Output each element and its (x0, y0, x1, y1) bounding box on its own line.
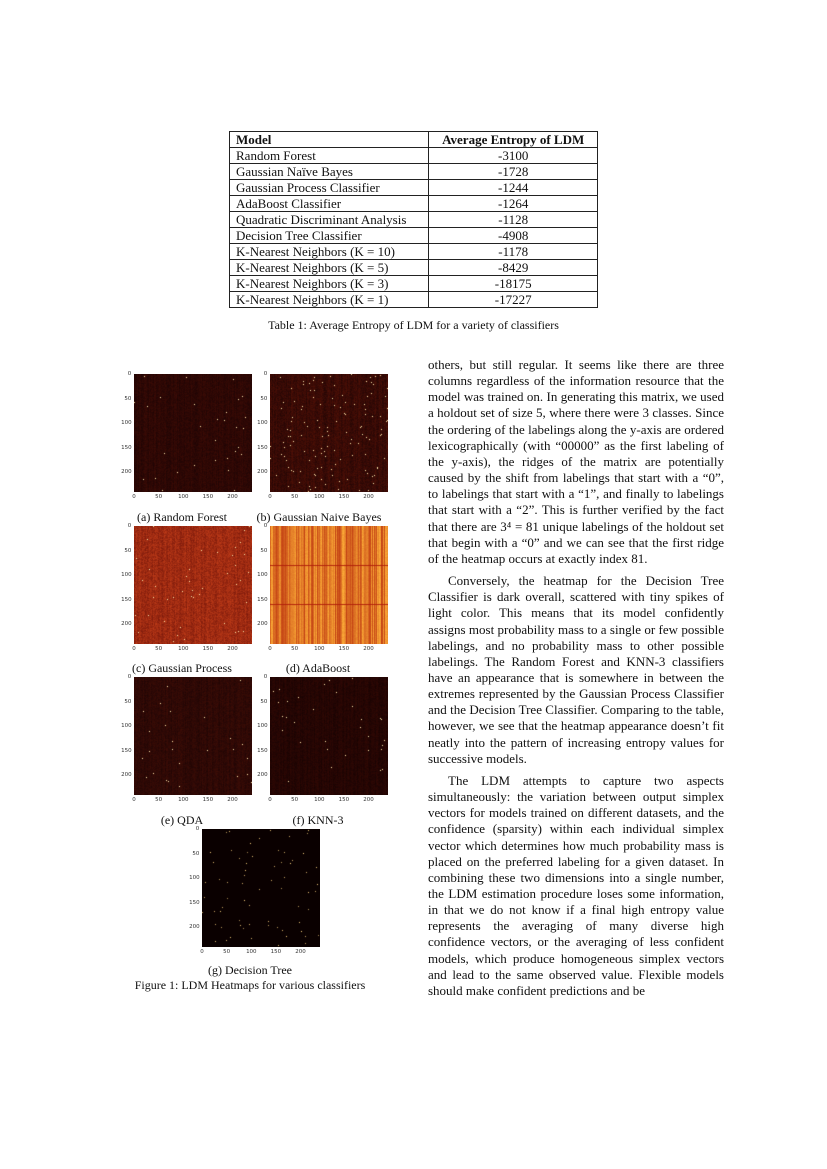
x-tick-label: 100 (314, 494, 325, 500)
paragraph-2: Conversely, the heatmap for the Decision Tree Classifier is dark overall, scattered with tiny spikes of light color. This means that its model confidently assigns most probability mass to a single or few possible labelings, and no probability mass to other possible labelings. The Random Forest and KNN-3 classifiers have an appearance that is somewhere in between the extremes represented by the Gaussian Process Classifier and the Decision Tree Classifier. Comparing to the table, however, we see that the heatmap appearance doesn’t fit neatly into the pattern of increasing entropy values for successive models. (428, 573, 724, 766)
x-tick-label: 50 (223, 949, 231, 955)
table-header-row (230, 132, 598, 148)
header-entropy: Average Entropy of LDM (429, 132, 598, 148)
table-row (230, 260, 598, 276)
cell-model: K-Nearest Neighbors (K = 1) (230, 292, 429, 308)
x-tick-label: 0 (268, 646, 272, 652)
y-tick-label: 100 (257, 723, 268, 730)
y-tick-label: 150 (189, 899, 200, 906)
x-tick-label: 100 (314, 646, 325, 652)
x-tick-label: 200 (227, 494, 238, 500)
cell-model: Quadratic Discriminant Analysis (230, 212, 429, 228)
table-caption: Table 1: Average Entropy of LDM for a variety of classifiers (268, 318, 559, 332)
x-tick-label: 200 (363, 646, 374, 652)
x-tick-label: 150 (202, 646, 214, 652)
x-tick-label: 200 (363, 494, 374, 500)
y-tick-label: 150 (257, 596, 268, 603)
cell-entropy: -8429 (429, 260, 598, 276)
x-tick-label: 0 (200, 949, 204, 955)
heatmap-image (134, 374, 252, 492)
x-tick-label: 150 (338, 646, 350, 652)
y-tick-label: 0 (195, 826, 200, 832)
y-tick-label: 0 (127, 523, 132, 529)
subcaption-adaboost: (d) AdaBoost (285, 661, 351, 675)
x-tick-label: 0 (132, 646, 136, 652)
cell-entropy: -18175 (429, 276, 598, 292)
heatmap-image (270, 677, 388, 795)
cell-entropy: -1244 (429, 180, 598, 196)
y-tick-label: 150 (257, 444, 268, 451)
x-tick-label: 200 (227, 797, 238, 803)
y-tick-label: 100 (257, 420, 268, 427)
x-tick-label: 200 (227, 646, 238, 652)
subcaption-random-forest: (a) Random Forest (137, 510, 227, 524)
x-tick-label: 0 (268, 494, 272, 500)
table-row (230, 148, 598, 164)
y-tick-label: 200 (257, 621, 268, 628)
table-row (230, 164, 598, 180)
cell-entropy: -17227 (429, 292, 598, 308)
x-tick-label: 150 (338, 494, 350, 500)
heatmap-image (270, 374, 388, 492)
y-tick-label: 100 (189, 875, 200, 882)
x-tick-label: 0 (132, 494, 136, 500)
x-tick-label: 100 (178, 646, 189, 652)
y-tick-label: 50 (124, 698, 132, 705)
y-tick-label: 50 (192, 850, 200, 857)
x-tick-label: 50 (291, 646, 299, 652)
y-tick-label: 200 (257, 772, 268, 779)
x-tick-label: 50 (155, 494, 163, 500)
y-tick-label: 0 (127, 371, 132, 377)
x-tick-label: 100 (178, 494, 189, 500)
y-tick-label: 0 (263, 674, 268, 680)
header-model: Model (230, 132, 429, 148)
y-tick-label: 50 (124, 395, 132, 402)
cell-model: Decision Tree Classifier (230, 228, 429, 244)
y-tick-label: 150 (121, 747, 132, 754)
x-tick-label: 0 (132, 797, 136, 803)
subcaption-gaussian-process: (c) Gaussian Process (132, 661, 232, 675)
heatmap-image (134, 526, 252, 644)
paragraph-1: others, but still regular. It seems like there are three columns regardless of the information resource that the model was trained on. In generating this matrix, we used a holdout set of size 5, where there were 3 classes. Since the ordering of the labelings along the y-axis are ordered lexicographically (with “00000” as the first labeling of the y-axis), the ridges of the matrix are potentially caused by the shift from labelings that start with a “0”, to labelings that start with a “1”, and finally to labelings that start with a “2”. This is further verified by the fact that there are 3⁴ = 81 unique labelings of the holdout set that begin with a “0” and we can see that the first ridge of the heatmap occurs at exactly index 81. (428, 357, 724, 566)
y-tick-label: 50 (260, 547, 268, 554)
subcaption-decision-tree: (g) Decision Tree (208, 963, 292, 977)
cell-entropy: -1728 (429, 164, 598, 180)
x-tick-label: 150 (338, 797, 350, 803)
y-tick-label: 150 (121, 596, 132, 603)
table-row (230, 212, 598, 228)
heatmap-image (134, 677, 252, 795)
table-row (230, 292, 598, 308)
table-row (230, 196, 598, 212)
y-tick-label: 100 (121, 420, 132, 427)
x-tick-label: 50 (291, 797, 299, 803)
x-tick-label: 100 (246, 949, 257, 955)
cell-model: Gaussian Process Classifier (230, 180, 429, 196)
paragraph-3: The LDM attempts to capture two aspects simultaneously: the variation between output simplex vectors for models trained on different datasets, and the confidence (sparsity) within each individual simplex vector which determines how much probability mass is placed on the preferred labeling for a given dataset. In combining these two dimensions into a single number, the LDM estimation procedure loses some information, in that we do not know if a final high entropy value represents the averaging of many diverse high confidence vectors, or the averaging of less confident models, which produce homogeneous simplex vectors and lead to the same observed value. Flexible models should make confident predictions and be (428, 772, 724, 998)
cell-model: K-Nearest Neighbors (K = 5) (230, 260, 429, 276)
subcaption-knn-3: (f) KNN-3 (292, 813, 344, 827)
cell-model: AdaBoost Classifier (230, 196, 429, 212)
y-tick-label: 200 (257, 469, 268, 476)
y-tick-label: 150 (121, 444, 132, 451)
y-tick-label: 50 (124, 547, 132, 554)
body-text-column (428, 357, 724, 1005)
x-tick-label: 150 (270, 949, 282, 955)
y-tick-label: 0 (127, 674, 132, 680)
subcaption-gaussian-naive-bayes: (b) Gaussian Naive Bayes (256, 510, 382, 524)
heatmap-image (270, 526, 388, 644)
y-tick-label: 150 (257, 747, 268, 754)
cell-model: Gaussian Naïve Bayes (230, 164, 429, 180)
x-tick-label: 200 (363, 797, 374, 803)
y-tick-label: 50 (260, 395, 268, 402)
table-row (230, 276, 598, 292)
cell-entropy: -1128 (429, 212, 598, 228)
y-tick-label: 0 (263, 371, 268, 377)
cell-entropy: -3100 (429, 148, 598, 164)
x-tick-label: 150 (202, 797, 214, 803)
entropy-table (229, 131, 598, 308)
y-tick-label: 200 (121, 772, 132, 779)
y-tick-label: 100 (257, 572, 268, 579)
y-tick-label: 100 (121, 572, 132, 579)
cell-entropy: -1264 (429, 196, 598, 212)
y-tick-label: 50 (260, 698, 268, 705)
cell-model: K-Nearest Neighbors (K = 10) (230, 244, 429, 260)
y-tick-label: 100 (121, 723, 132, 730)
x-tick-label: 0 (268, 797, 272, 803)
x-tick-label: 50 (291, 494, 299, 500)
y-tick-label: 0 (263, 523, 268, 529)
x-tick-label: 50 (155, 646, 163, 652)
cell-entropy: -4908 (429, 228, 598, 244)
cell-entropy: -1178 (429, 244, 598, 260)
table-row (230, 228, 598, 244)
table-row (230, 244, 598, 260)
x-tick-label: 200 (295, 949, 306, 955)
cell-model: Random Forest (230, 148, 429, 164)
figure-caption: Figure 1: LDM Heatmaps for various classifiers (134, 978, 366, 992)
y-tick-label: 200 (189, 924, 200, 931)
cell-model: K-Nearest Neighbors (K = 3) (230, 276, 429, 292)
x-tick-label: 100 (178, 797, 189, 803)
y-tick-label: 200 (121, 621, 132, 628)
subcaption-qda: (e) QDA (160, 813, 204, 827)
x-tick-label: 150 (202, 494, 214, 500)
heatmap-image (202, 829, 320, 947)
x-tick-label: 100 (314, 797, 325, 803)
y-tick-label: 200 (121, 469, 132, 476)
table-row (230, 180, 598, 196)
x-tick-label: 50 (155, 797, 163, 803)
